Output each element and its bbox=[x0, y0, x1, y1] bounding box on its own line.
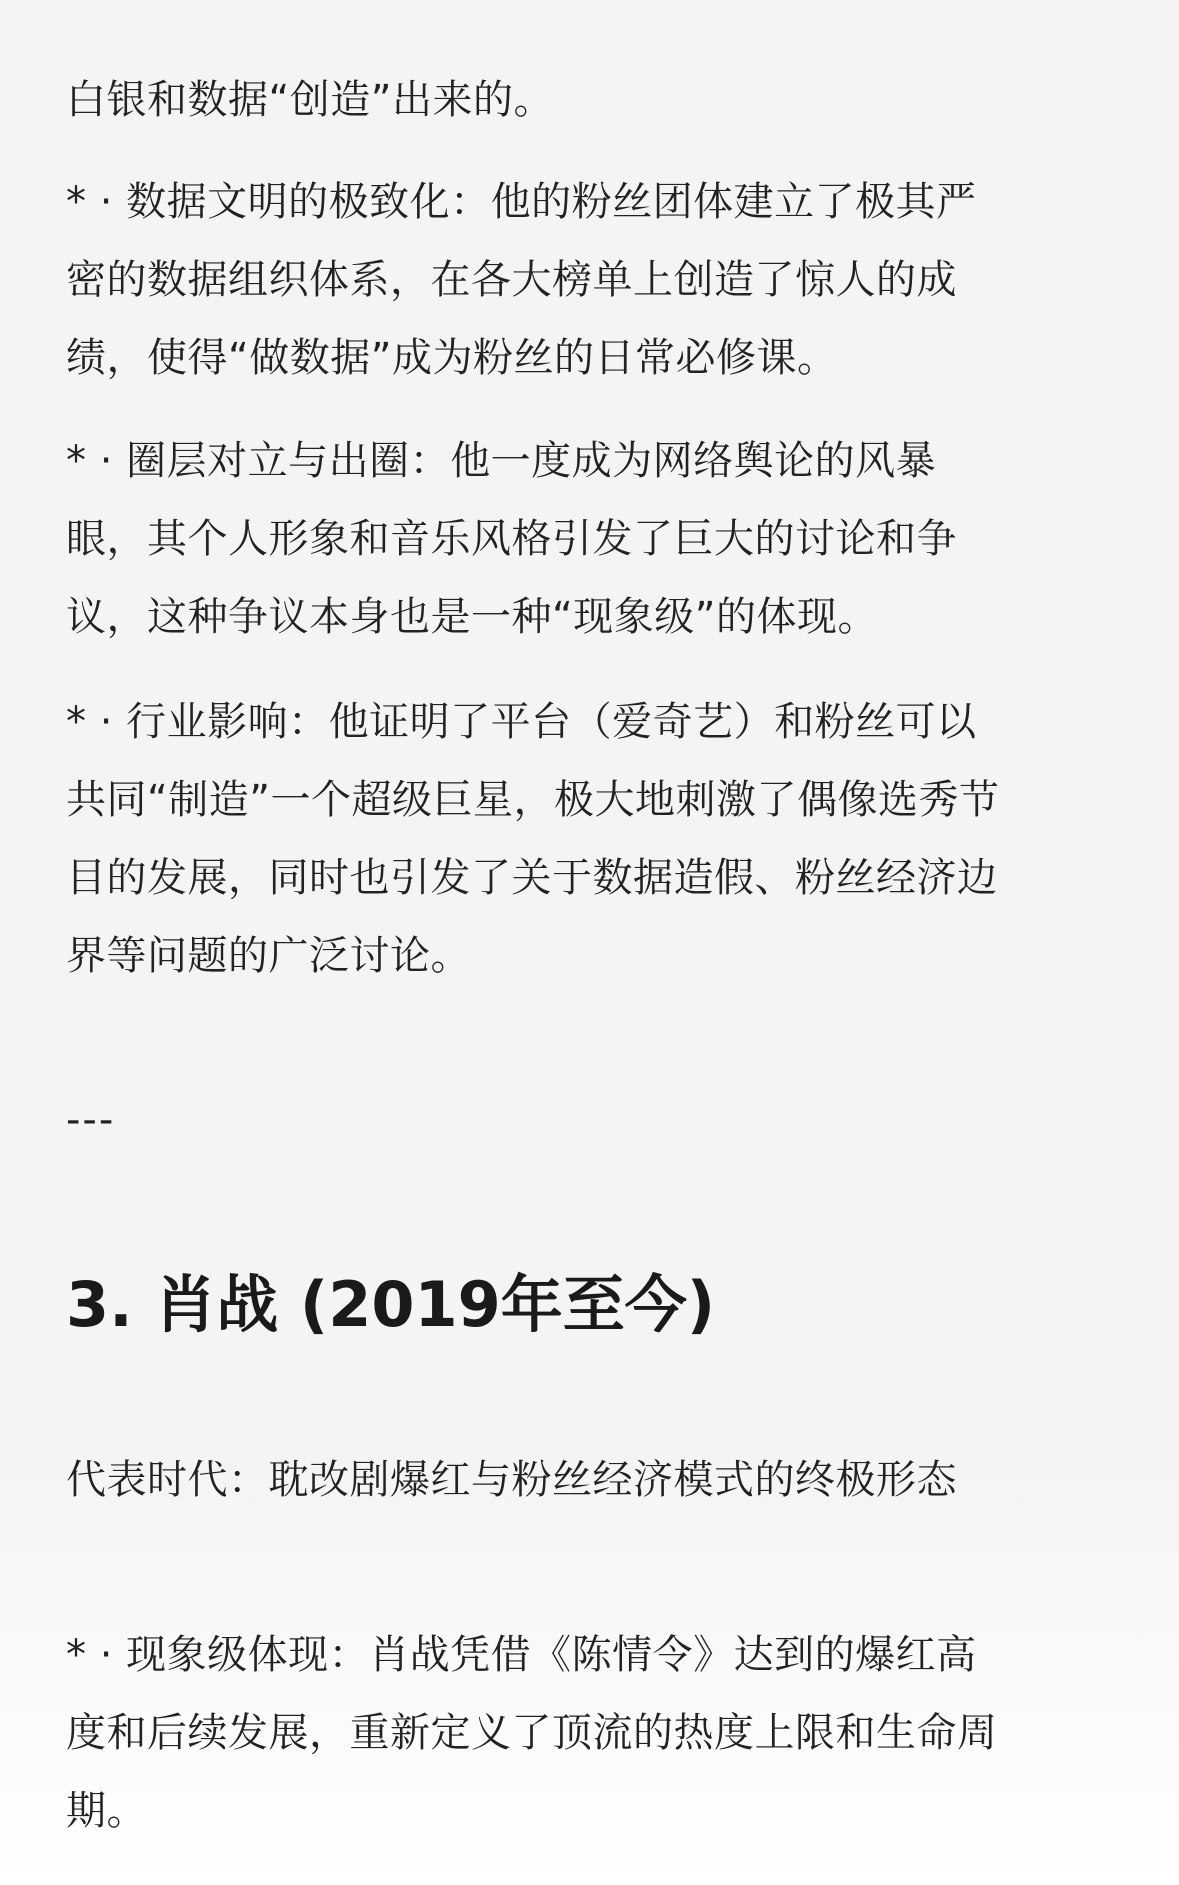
bullet-industry-impact bbox=[66, 683, 1126, 995]
paragraph-line: 度和后续发展，重新定义了顶流的热度上限和生命周 bbox=[66, 1710, 998, 1756]
paragraph-line: 界等问题的广泛讨论。 bbox=[66, 933, 471, 979]
paragraph-line: 议，这种争议本身也是一种“现象级”的体现。 bbox=[66, 594, 878, 640]
paragraph-line: 绩，使得“做数据”成为粉丝的日常必修课。 bbox=[66, 335, 838, 381]
paragraph-line: 眼，其个人形象和音乐风格引发了巨大的讨论和争 bbox=[66, 516, 957, 562]
paragraph-line: 目的发展，同时也引发了关于数据造假、粉丝经济边 bbox=[66, 855, 998, 901]
era-line bbox=[66, 1441, 1126, 1519]
paragraph-line: 共同“制造”一个超级巨星，极大地刺激了偶像选秀节 bbox=[66, 777, 1000, 823]
paragraph-line: * · 数据文明的极致化：他的粉丝团体建立了极其严 bbox=[66, 179, 977, 225]
paragraph-line: 白银和数据“创造”出来的。 bbox=[66, 77, 554, 123]
bullet-phenomenon bbox=[66, 1616, 1126, 1850]
section-heading: 3. 肖战 (2019年至今) bbox=[66, 1268, 716, 1341]
paragraph-line: * · 圈层对立与出圈：他一度成为网络舆论的风暴 bbox=[66, 438, 937, 484]
paragraph-line: 密的数据组织体系，在各大榜单上创造了惊人的成 bbox=[66, 257, 957, 303]
paragraph-line: * · 现象级体现：肖战凭借《陈情令》达到的爆红高 bbox=[66, 1632, 977, 1678]
paragraph-line: * · 行业影响：他证明了平台（爱奇艺）和粉丝可以 bbox=[66, 699, 977, 745]
bullet-circle-opposition bbox=[66, 422, 1126, 656]
paragraph-line: 期。 bbox=[66, 1788, 147, 1834]
intro-paragraph bbox=[66, 61, 1126, 139]
section-divider: --- bbox=[66, 1097, 116, 1143]
bullet-data-civilization bbox=[66, 163, 1126, 397]
paragraph-line: 代表时代：耽改剧爆红与粉丝经济模式的终极形态 bbox=[66, 1457, 957, 1503]
